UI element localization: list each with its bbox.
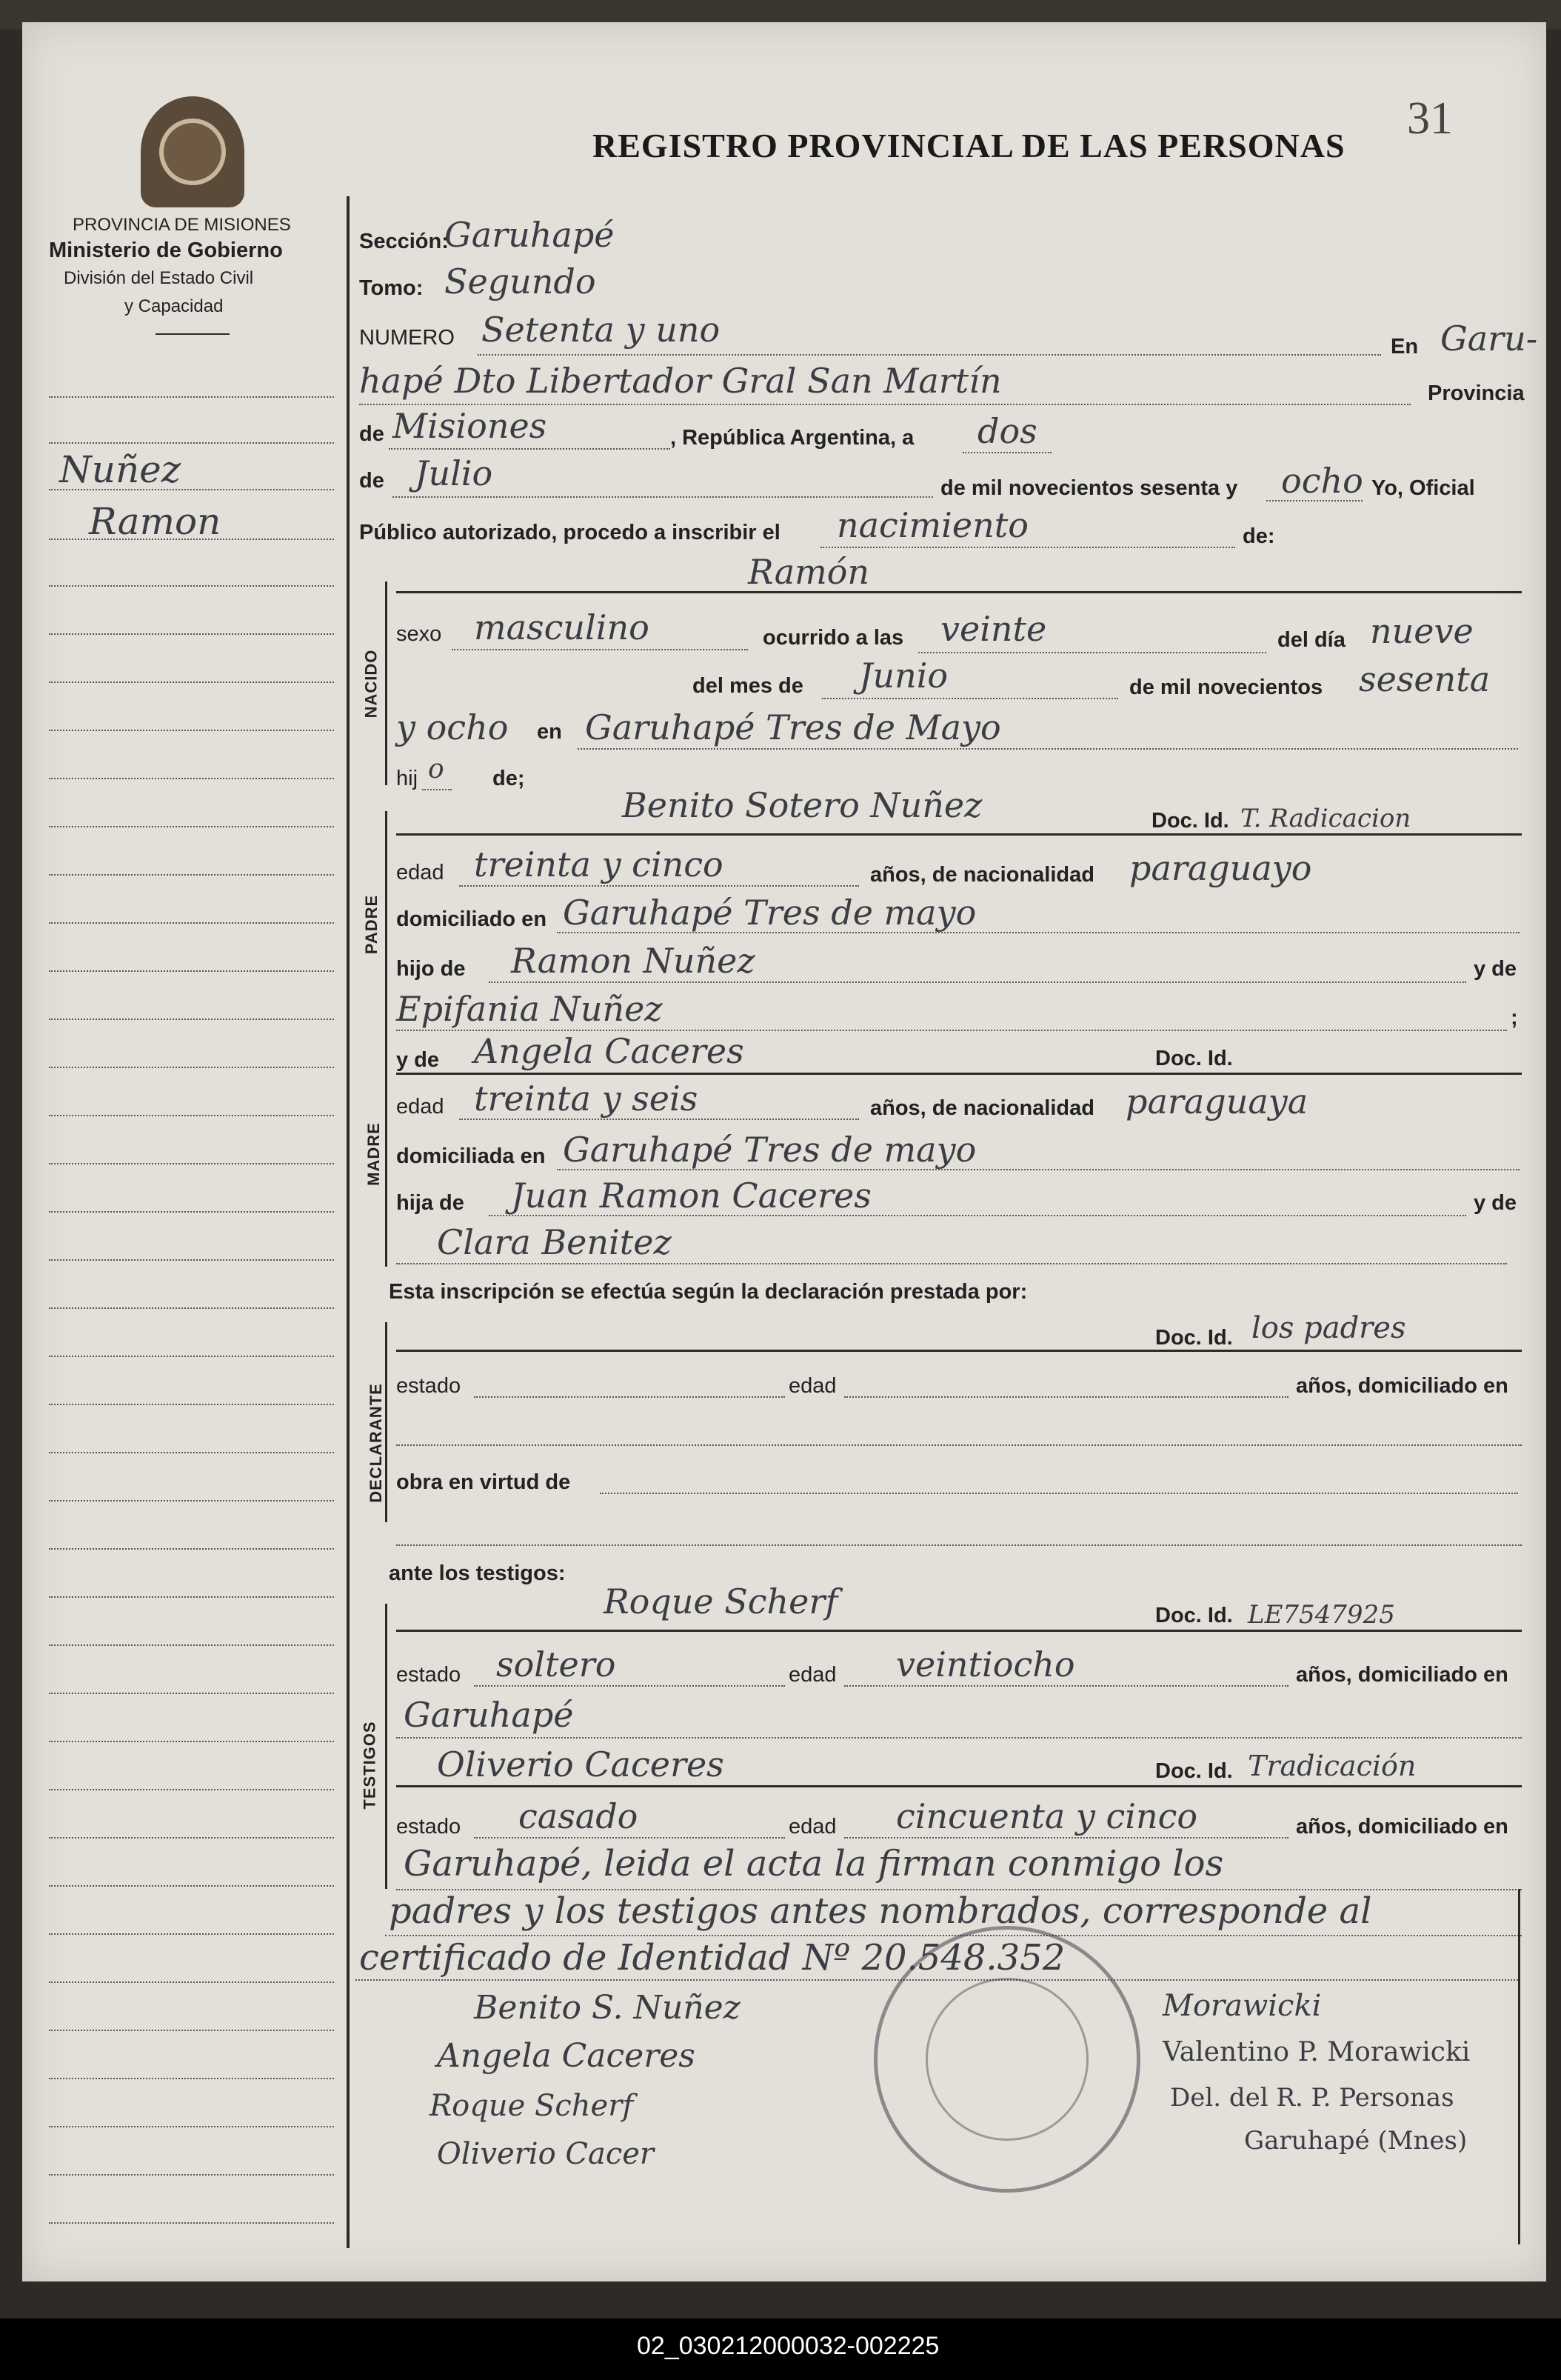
- fill-line: [359, 404, 1411, 405]
- madre-domicilio-value: Garuhapé Tres de mayo: [563, 1130, 977, 1170]
- margin-line: [49, 2078, 334, 2079]
- margin-line: [49, 1067, 334, 1068]
- margin-line: [49, 1837, 334, 1839]
- de-label-2: de: [359, 469, 384, 493]
- fill-line: [963, 452, 1052, 453]
- semicolon: ;: [1511, 1006, 1518, 1030]
- section-bracket: [385, 581, 387, 785]
- lugar-value: Garuhapé Tres de Mayo: [585, 707, 1001, 747]
- fill-line: [489, 981, 1466, 983]
- testigo1-domicilio-value: Garuhapé: [404, 1695, 574, 1735]
- section-rule: [396, 591, 1522, 593]
- oficial-label: Yo, Oficial: [1371, 476, 1475, 500]
- hijo-label: hij: [396, 767, 418, 790]
- hora-value: veinte: [940, 609, 1047, 649]
- margin-line: [49, 1019, 334, 1020]
- padre-doc-value: T. Radicacion: [1240, 804, 1411, 833]
- fill-line: [396, 1444, 1522, 1446]
- madre-y-de-label-2: y de: [1474, 1191, 1517, 1215]
- section-bracket: [385, 811, 387, 1037]
- provincia-label: Provincia: [1428, 381, 1525, 405]
- margin-line: [49, 1693, 334, 1694]
- margin-line: [49, 1596, 334, 1598]
- officer-name: Valentino P. Morawicki: [1163, 2037, 1471, 2067]
- fill-line: [1266, 500, 1363, 501]
- margin-line: [49, 1307, 334, 1309]
- testigo2-doc-label: Doc. Id.: [1155, 1759, 1233, 1783]
- madre-nacionalidad-label: años, de nacionalidad: [870, 1096, 1094, 1120]
- fill-line: [844, 1396, 1288, 1398]
- testigo2-estado-value: casado: [518, 1796, 638, 1836]
- declarante-doc-value: los padres: [1251, 1311, 1406, 1345]
- testigo1-edad-value: veintiocho: [896, 1644, 1075, 1684]
- margin-line: [49, 1885, 334, 1887]
- fill-line: [474, 1396, 785, 1398]
- province-value: Misiones: [392, 406, 547, 446]
- provincial-emblem-icon: [141, 96, 244, 207]
- de-colon-label: de:: [1243, 524, 1275, 548]
- declarante-domicilio-label: años, domiciliado en: [1296, 1374, 1508, 1398]
- margin-line: [49, 778, 334, 779]
- padre-name: Benito Sotero Nuñez: [622, 785, 983, 825]
- officer-title: Del. del R. P. Personas: [1170, 2083, 1454, 2113]
- signature-4: Oliverio Cacer: [437, 2137, 655, 2171]
- seccion-value: Garuhapé: [444, 215, 615, 255]
- numero-value: Setenta y uno: [481, 310, 721, 350]
- margin-line: [49, 442, 334, 444]
- madre-edad-value: treinta y seis: [474, 1079, 698, 1119]
- fill-line: [459, 885, 859, 887]
- mes-value: Junio: [859, 656, 949, 696]
- fill-line: [822, 698, 1118, 699]
- testigo2-name: Oliverio Caceres: [437, 1744, 724, 1784]
- declarante-intro: Esta inscripción se efectúa según la declaración prestada por:: [389, 1280, 1028, 1304]
- section-rule: [396, 1073, 1522, 1075]
- madre-edad-label: edad: [396, 1095, 444, 1119]
- section-rule: [396, 833, 1522, 836]
- padre-nacionalidad-label: años, de nacionalidad: [870, 863, 1094, 887]
- margin-line: [49, 2030, 334, 2031]
- fill-line: [474, 1685, 785, 1687]
- padre-doc-label: Doc. Id.: [1151, 809, 1229, 833]
- nacido-name: Ramón: [748, 552, 870, 592]
- margin-line: [49, 2174, 334, 2176]
- margin-line: [49, 1115, 334, 1116]
- republica-label: , República Argentina, a: [670, 426, 915, 450]
- fill-line: [844, 1837, 1288, 1839]
- mil-label: de mil novecientos: [1129, 676, 1323, 699]
- section-bracket: [385, 1604, 387, 1889]
- fill-line: [557, 1169, 1520, 1170]
- testigos-section-label: TESTIGOS: [360, 1721, 379, 1810]
- margin-line: [49, 1644, 334, 1646]
- fill-line: [478, 354, 1381, 356]
- margin-line: [49, 1548, 334, 1550]
- fill-line: [918, 652, 1266, 653]
- margin-line: [49, 730, 334, 731]
- margin-line: [49, 922, 334, 924]
- fill-line: [474, 1837, 785, 1839]
- fill-line: [385, 1935, 1522, 1936]
- padre-domicilio-value: Garuhapé Tres de mayo: [563, 893, 977, 933]
- closing-line-1: Garuhapé, leida el acta la firman conmigo los: [404, 1843, 1224, 1884]
- declarante-edad-label: edad: [789, 1374, 837, 1398]
- anio-value-1: sesenta: [1359, 659, 1491, 699]
- dia-value: nueve: [1370, 611, 1474, 651]
- margin-line: [49, 1356, 334, 1357]
- testigo1-doc-label: Doc. Id.: [1155, 1604, 1233, 1627]
- padre-edad-value: treinta y cinco: [474, 844, 723, 884]
- testigo2-doc-value: Tradicación: [1248, 1750, 1417, 1782]
- testigo2-domicilio-label: años, domiciliado en: [1296, 1815, 1508, 1839]
- de-label: de: [359, 422, 384, 446]
- fill-line: [489, 1215, 1466, 1216]
- year-value: ocho: [1281, 461, 1363, 501]
- testigo2-edad-label: edad: [789, 1815, 837, 1839]
- margin-divider: [347, 196, 350, 2248]
- margin-line: [49, 633, 334, 635]
- testigo1-doc-value: LE7547925: [1248, 1600, 1395, 1630]
- footer-image-id: 02_030212000032-002225: [637, 2332, 940, 2360]
- testigo1-estado-label: estado: [396, 1663, 461, 1687]
- margin-line: [49, 396, 334, 398]
- testigo1-edad-label: edad: [789, 1663, 837, 1687]
- fill-line: [389, 448, 670, 450]
- fill-line: [600, 1493, 1518, 1494]
- officer-place: Garuhapé (Mnes): [1244, 2126, 1468, 2156]
- margin-line: [49, 1259, 334, 1261]
- hijo-value: o: [428, 754, 444, 784]
- testigo2-estado-label: estado: [396, 1815, 461, 1839]
- declarante-estado-label: estado: [396, 1374, 461, 1398]
- padre-section-label: PADRE: [362, 894, 381, 955]
- signature-3: Roque Scherf: [429, 2089, 634, 2123]
- testigo1-domicilio-label: años, domiciliado en: [1296, 1663, 1508, 1687]
- fill-line: [392, 496, 933, 498]
- madre-name: Angela Caceres: [474, 1031, 744, 1071]
- margin-given-name: Ramon: [89, 500, 221, 543]
- margin-line: [49, 826, 334, 827]
- fill-line: [459, 1119, 859, 1120]
- division-heading-2: y Capacidad: [124, 296, 224, 316]
- day-value: dos: [977, 411, 1037, 451]
- margin-line: [49, 1404, 334, 1405]
- margin-line: [49, 681, 334, 683]
- fill-line: [557, 932, 1520, 933]
- madre-nacionalidad-value: paraguaya: [1126, 1081, 1308, 1121]
- hijo-de-label: de;: [492, 767, 525, 790]
- madre-hija-de-value: Juan Ramon Caceres: [511, 1176, 872, 1216]
- padre-madre-value: Epifania Nuñez: [396, 989, 663, 1029]
- tomo-value: Segundo: [444, 261, 596, 301]
- testigo1-estado-value: soltero: [496, 1644, 616, 1684]
- padre-edad-label: edad: [396, 861, 444, 884]
- madre-hija-de-label: hija de: [396, 1191, 464, 1215]
- document-title: REGISTRO PROVINCIAL DE LAS PERSONAS: [592, 127, 1346, 164]
- del-dia-label: del día: [1277, 628, 1346, 652]
- place-line: hapé Dto Libertador Gral San Martín: [359, 361, 1002, 401]
- right-border: [1518, 1889, 1520, 2244]
- province-heading: PROVINCIA DE MISIONES: [73, 215, 291, 235]
- fill-line: [396, 1737, 1522, 1739]
- closing-line-3: certificado de Identidad Nº 20.548.352: [359, 1937, 1066, 1979]
- heading-divider: [156, 333, 230, 335]
- margin-line: [49, 1933, 334, 1935]
- testigo1-name: Roque Scherf: [604, 1581, 838, 1621]
- padre-hijo-de-label: hijo de: [396, 957, 466, 981]
- fill-line: [844, 1685, 1288, 1687]
- tomo-label: Tomo:: [359, 276, 424, 300]
- section-bracket: [385, 1037, 387, 1267]
- fill-line: [422, 789, 452, 790]
- margin-line: [49, 1211, 334, 1213]
- year-label: de mil novecientos sesenta y: [940, 476, 1238, 500]
- publico-label: Público autorizado, procedo a inscribir el: [359, 521, 780, 544]
- division-heading: División del Estado Civil: [64, 268, 254, 288]
- padre-nacionalidad-value: paraguayo: [1129, 848, 1312, 888]
- ministry-heading: Ministerio de Gobierno: [49, 239, 283, 262]
- seccion-label: Sección:: [359, 230, 449, 253]
- folio-number: 31: [1407, 93, 1453, 144]
- section-rule: [396, 1785, 1522, 1787]
- section-rule: [396, 1350, 1522, 1352]
- numero-label: NUMERO: [359, 326, 455, 350]
- declarante-doc-label: Doc. Id.: [1155, 1326, 1233, 1350]
- margin-line: [49, 970, 334, 972]
- sexo-label: sexo: [396, 622, 442, 646]
- margin-line: [49, 874, 334, 876]
- fill-line: [396, 1544, 1522, 1546]
- act-type-value: nacimiento: [837, 505, 1029, 545]
- testigos-intro: ante los testigos:: [389, 1561, 566, 1585]
- fill-line: [578, 748, 1518, 750]
- month-value: Julio: [415, 453, 493, 493]
- ocurrido-label: ocurrido a las: [763, 626, 904, 650]
- padre-y-de-label: y de: [1474, 957, 1517, 981]
- margin-line: [49, 1981, 334, 1983]
- sexo-value: masculino: [474, 607, 649, 647]
- del-mes-label: del mes de: [692, 674, 803, 698]
- padre-hijo-de-value: Ramon Nuñez: [511, 941, 755, 981]
- registry-seal-stamp-icon: [874, 1926, 1140, 2193]
- madre-section-label: MADRE: [364, 1122, 383, 1186]
- margin-line: [49, 1500, 334, 1501]
- margin-surname: Nuñez: [59, 448, 181, 491]
- fill-line: [396, 1263, 1507, 1264]
- en-value: Garu-: [1440, 319, 1538, 359]
- margin-line: [49, 585, 334, 587]
- fill-line: [820, 547, 1235, 548]
- madre-madre-value: Clara Benitez: [437, 1222, 672, 1262]
- nacido-section-label: NACIDO: [361, 649, 381, 719]
- fill-line: [452, 649, 748, 650]
- section-rule: [396, 1630, 1522, 1632]
- margin-line: [49, 1452, 334, 1453]
- en-label-nacido: en: [537, 720, 562, 744]
- margin-line: [49, 1789, 334, 1790]
- declarante-section-label: DECLARANTE: [366, 1383, 385, 1503]
- madre-y-de-label: y de: [396, 1048, 440, 1072]
- madre-doc-label: Doc. Id.: [1155, 1047, 1233, 1070]
- padre-domicilio-label: domiciliado en: [396, 907, 547, 931]
- obra-label: obra en virtud de: [396, 1470, 571, 1494]
- en-label: En: [1391, 335, 1419, 359]
- officer-signature: Morawicki: [1163, 1989, 1322, 2023]
- signature-1: Benito S. Nuñez: [474, 1989, 741, 2027]
- anio-value-2: y ocho: [396, 707, 509, 747]
- madre-domicilio-label: domiciliada en: [396, 1144, 546, 1168]
- margin-line: [49, 1741, 334, 1742]
- margin-line: [49, 2126, 334, 2127]
- margin-line: [49, 2222, 334, 2224]
- signature-2: Angela Caceres: [437, 2037, 695, 2075]
- testigo2-edad-value: cincuenta y cinco: [896, 1796, 1198, 1836]
- closing-line-2: padres y los testigos antes nombrados, corresponde al: [389, 1890, 1372, 1932]
- margin-line: [49, 1163, 334, 1164]
